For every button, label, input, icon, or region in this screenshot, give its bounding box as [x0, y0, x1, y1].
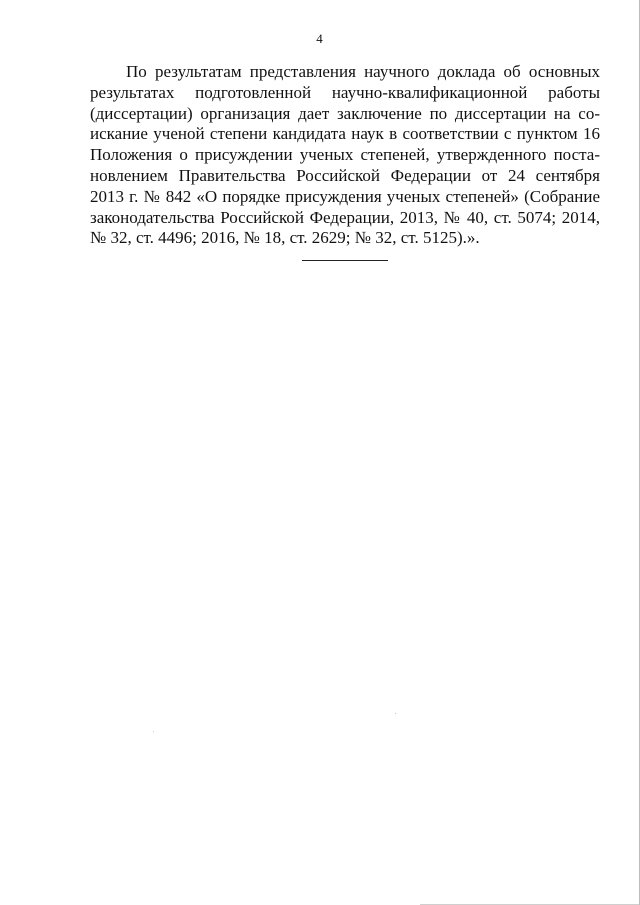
- paragraph-line-3: (диссертации) организация дает заключение по диссертации на со-: [90, 103, 600, 123]
- paragraph-line-9: № 32, ст. 4496; 2016, № 18, ст. 2629; № 32, ст. 5125).».: [90, 228, 480, 248]
- paragraph-line-1: По результатам представления научного доклада об основных: [126, 62, 600, 81]
- paragraph-line-7: 2013 г. № 842 «О порядке присуждения ученых степеней» (Собрание: [90, 186, 600, 206]
- paragraph-line-6: новлением Правительства Российской Федерации от 24 сентября: [90, 165, 600, 185]
- paragraph-line-2: результатах подготовленной научно-квалификационной работы: [90, 82, 600, 102]
- paragraph-line-5: Положения о присуждении ученых степеней, утвержденного поста-: [90, 145, 600, 165]
- page-number: 4: [316, 31, 323, 46]
- paragraph-line-8: законодательства Российской Федерации, 2013, № 40, ст. 5074; 2014,: [90, 207, 600, 227]
- scan-speck: [153, 731, 154, 732]
- paragraph: [90, 62, 600, 249]
- scan-speck: [395, 713, 396, 714]
- closing-rule: [302, 260, 388, 261]
- paragraph-line-4: искание ученой степени кандидата наук в соответствии с пунктом 16: [90, 124, 600, 144]
